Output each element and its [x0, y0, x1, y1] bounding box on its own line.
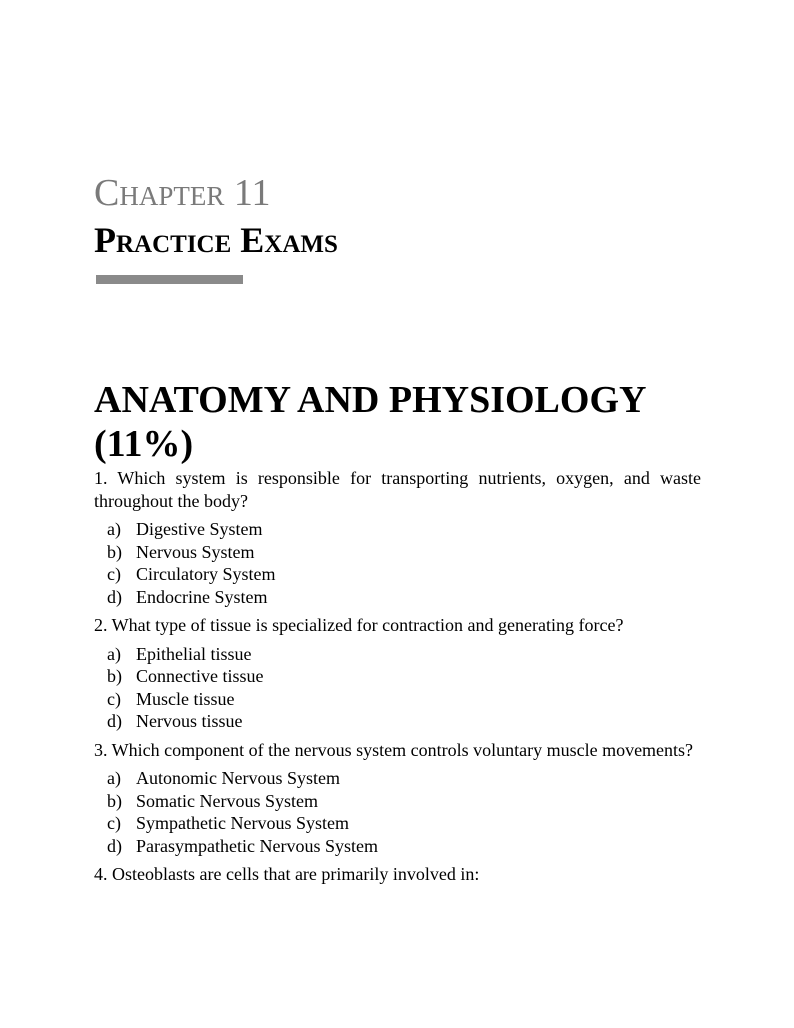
option-text: Parasympathetic Nervous System: [136, 835, 378, 856]
option-text: Muscle tissue: [136, 688, 235, 709]
question-block: [94, 614, 701, 733]
option-letter: c): [107, 688, 121, 709]
chapter-divider: [96, 275, 243, 284]
question-block: [94, 467, 701, 608]
option-item: [107, 688, 701, 711]
option-letter: b): [107, 666, 122, 686]
option-letter: a): [107, 768, 121, 788]
option-item: [107, 563, 701, 586]
option-item: [107, 643, 701, 666]
chapter-label: [94, 174, 270, 212]
options-list: [94, 518, 701, 608]
option-item: [107, 790, 701, 813]
option-letter: c): [107, 564, 121, 584]
options-list: [94, 643, 701, 733]
chapter-title: Practice Exams: [94, 220, 338, 260]
option-text: Epithelial tissue: [136, 643, 252, 664]
option-letter: b): [107, 541, 122, 562]
options-list: [94, 767, 701, 857]
option-text: Autonomic Nervous System: [136, 768, 340, 788]
option-text: Nervous tissue: [136, 711, 243, 731]
option-letter: d): [107, 711, 122, 731]
question-text: 2. What type of tissue is specialized for contraction and generating force?: [94, 615, 624, 635]
option-item: [107, 767, 701, 790]
chapter-number: 11: [233, 172, 271, 214]
option-item: [107, 835, 701, 858]
question-text: 4. Osteoblasts are cells that are primarily involved in:: [94, 864, 480, 884]
option-item: [107, 665, 701, 688]
option-letter: a): [107, 519, 121, 539]
chapter-label-initial: C: [94, 172, 120, 214]
questions-list: [94, 467, 701, 892]
option-letter: d): [107, 835, 122, 856]
option-item: [107, 710, 701, 733]
option-text: Somatic Nervous System: [136, 790, 318, 811]
option-item: [107, 541, 701, 564]
option-text: Nervous System: [136, 541, 255, 562]
chapter-label-text: hapter: [119, 172, 225, 214]
question-text: 1. Which system is responsible for transporting nutrients, oxygen, and waste throughout the body?: [94, 468, 701, 511]
option-item: [107, 812, 701, 835]
option-letter: a): [107, 643, 121, 664]
question-block: [94, 739, 701, 858]
option-text: Digestive System: [136, 519, 263, 539]
section-heading: ANATOMY AND PHYSIOLOGY (11%): [94, 379, 646, 465]
option-item: [107, 586, 701, 609]
option-text: Sympathetic Nervous System: [136, 813, 349, 833]
option-letter: b): [107, 790, 122, 811]
question-text: 3. Which component of the nervous system controls voluntary muscle movements?: [94, 739, 694, 760]
option-item: [107, 518, 701, 541]
option-letter: c): [107, 813, 121, 833]
option-letter: d): [107, 586, 122, 607]
option-text: Connective tissue: [136, 666, 264, 686]
question-block: [94, 863, 701, 886]
option-text: Endocrine System: [136, 586, 268, 607]
option-text: Circulatory System: [136, 564, 276, 584]
